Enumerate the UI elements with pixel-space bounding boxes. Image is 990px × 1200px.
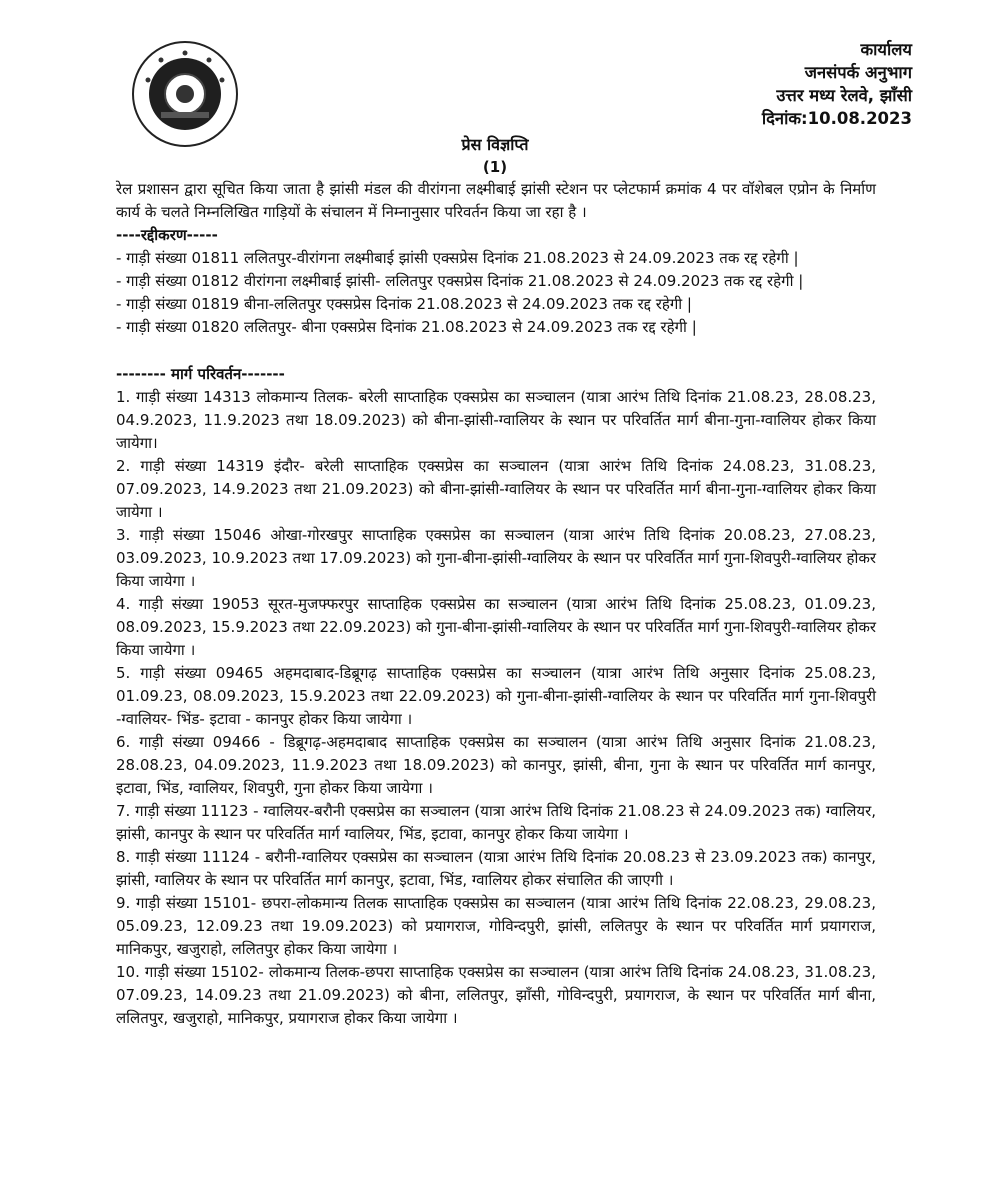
cancellation-item: - गाड़ी संख्या 01820 ललितपुर- बीना एक्सप्रेस दिनांक 21.08.2023 से 24.09.2023 तक रद्द रहेगी |: [116, 318, 697, 336]
office-line: कार्यालय: [860, 40, 912, 59]
cancellation-item: - गाड़ी संख्या 01819 बीना-ललितपुर एक्सप्रेस दिनांक 21.08.2023 से 24.09.2023 तक रद्द रहेगी |: [116, 295, 692, 313]
press-release-title: प्रेस विज्ञप्ति: [461, 135, 529, 154]
diversion-item: 7. गाड़ी संख्या 11123 - ग्वालियर-बरौनी एक्सप्रेस का सञ्चालन (यात्रा आरंभ तिथि दिनांक 21.08.23 से 24.09.2023 तक) ग्वालियर, झांसी, कानपुर के स्थान पर परिवर्तित मार्ग ग्वालियर, भिंड, इटावा, कानपुर होकर किया जायेगा ।: [116, 802, 876, 843]
diversion-item: 1. गाड़ी संख्या 14313 लोकमान्य तिलक- बरेली साप्ताहिक एक्सप्रेस का सञ्चालन (यात्रा आरंभ तिथि दिनांक 21.08.23, 28.08.23, 04.9.2023, 11.9.2023 तथा 18.09.2023) को बीना-झांसी-ग्वालियर के स्थान पर परिवर्तित मार्ग बीना-गुना-ग्वालियर होकर किया जायेगा।: [116, 388, 876, 452]
diversion-heading: -------- मार्ग परिवर्तन-------: [116, 365, 285, 383]
diversion-item: 2. गाड़ी संख्या 14319 इंदौर- बरेली साप्ताहिक एक्सप्रेस का सञ्चालन (यात्रा आरंभ तिथि दिनांक 24.08.23, 31.08.23, 07.09.2023, 14.9.2023 तथा 21.09.2023) को बीना-झांसी-ग्वालियर के स्थान पर परिवर्तित मार्ग बीना-गुना-ग्वालियर होकर किया जायेगा ।: [116, 457, 876, 521]
date-line: दिनांक:10.08.2023: [761, 109, 912, 128]
diversion-item: 8. गाड़ी संख्या 11124 - बरौनी-ग्वालियर एक्सप्रेस का सञ्चालन (यात्रा आरंभ तिथि दिनांक 20.08.23 से 23.09.2023 तक) कानपुर, झांसी, ग्वालियर के स्थान पर परिवर्तित मार्ग कानपुर, इटावा, भिंड, ग्वालियर होकर संचालित की जाएगी ।: [116, 848, 876, 889]
diversion-item: 4. गाड़ी संख्या 19053 सूरत-मुजफ्फरपुर साप्ताहिक एक्सप्रेस का सञ्चालन (यात्रा आरंभ तिथि दिनांक 25.08.23, 01.09.23, 08.09.2023, 15.9.2023 तथा 22.09.2023) को गुना-बीना-झांसी-ग्वालियर के स्थान पर परिवर्तित मार्ग गुना-शिवपुरी-ग्वालियर होकर किया जायेगा ।: [116, 595, 876, 659]
intro-paragraph: रेल प्रशासन द्वारा सूचित किया जाता है झांसी मंडल की वीरांगना लक्ष्मीबाई झांसी स्टेशन पर प्लेटफार्म क्रमांक 4 पर वॉशेबल एप्रोन के निर्माण कार्य के चलते निम्नलिखित गाड़ियों के संचालन में निम्नानुसार परिवर्तन किया जा रहा है ।: [116, 180, 876, 221]
cancellation-item: - गाड़ी संख्या 01811 ललितपुर-वीरांगना लक्ष्मीबाई झांसी एक्सप्रेस दिनांक 21.08.2023 से 24.09.2023 तक रद्द रहेगी |: [116, 249, 799, 267]
diversion-item: 10. गाड़ी संख्या 15102- लोकमान्य तिलक-छपरा साप्ताहिक एक्सप्रेस का सञ्चालन (यात्रा आरंभ तिथि दिनांक 24.08.23, 31.08.23, 07.09.23, 14.09.23 तथा 21.09.2023) को बीना, ललितपुर, झाँसी, गोविन्दपुरी, प्रयागराज, के स्थान पर परिवर्तित मार्ग बीना, ललितपुर, खजुराहो, मानिकपुर, प्रयागराज होकर किया जायेगा ।: [116, 963, 876, 1027]
press-release-number: (1): [482, 158, 508, 176]
office-line: उत्तर मध्य रेलवे, झाँसी: [776, 86, 912, 105]
diversion-item: 9. गाड़ी संख्या 15101- छपरा-लोकमान्य तिलक साप्ताहिक एक्सप्रेस का सञ्चालन (यात्रा आरंभ तिथि दिनांक 22.08.23, 29.08.23, 05.09.23, 12.09.23 तथा 19.09.2023) को प्रयागराज, गोविन्दपुरी, झांसी, ललितपुर के स्थान पर परिवर्तित मार्ग प्रयागराज, मानिकपुर, खजुराहो, ललितपुर होकर किया जायेगा ।: [116, 894, 876, 958]
diversion-item: 6. गाड़ी संख्या 09466 - डिब्रूगढ़-अहमदाबाद साप्ताहिक एक्सप्रेस का सञ्चालन (यात्रा आरंभ तिथि अनुसार दिनांक 21.08.23, 28.08.23, 04.09.2023, 11.9.2023 तथा 18.09.2023) को कानपुर, झांसी, बीना, गुना के स्थान पर परिवर्तित मार्ग कानपुर, इटावा, भिंड, ग्वालियर, शिवपुरी, गुना होकर किया जायेगा ।: [116, 733, 876, 797]
office-line: जनसंपर्क अनुभाग: [804, 63, 912, 82]
cancellation-item: - गाड़ी संख्या 01812 वीरांगना लक्ष्मीबाई झांसी- ललितपुर एक्सप्रेस दिनांक 21.08.2023 से 24.09.2023 तक रद्द रहेगी |: [116, 272, 804, 290]
office-header: [762, 38, 912, 130]
indian-railways-logo: [131, 40, 239, 148]
diversion-item: 5. गाड़ी संख्या 09465 अहमदाबाद-डिब्रूगढ़ साप्ताहिक एक्सप्रेस का सञ्चालन (यात्रा आरंभ तिथि अनुसार दिनांक 25.08.23, 01.09.23, 08.09.2023, 15.9.2023 तथा 22.09.2023) को गुना-बीना-झांसी-ग्वालियर के स्थान पर परिवर्तित मार्ग गुना-शिवपुरी -ग्वालियर- भिंड- इटावा - कानपुर होकर किया जायेगा ।: [116, 664, 876, 728]
section-gap: [116, 339, 876, 363]
cancellation-heading: ----रद्दीकरण-----: [116, 226, 218, 244]
press-release-body: [116, 178, 876, 1030]
diversion-item: 3. गाड़ी संख्या 15046 ओखा-गोरखपुर साप्ताहिक एक्सप्रेस का सञ्चालन (यात्रा आरंभ तिथि दिनांक 20.08.23, 27.08.23, 03.09.2023, 10.9.2023 तथा 17.09.2023) को गुना-बीना-झांसी-ग्वालियर के स्थान पर परिवर्तित मार्ग गुना-शिवपुरी-ग्वालियर होकर किया जायेगा ।: [116, 526, 876, 590]
